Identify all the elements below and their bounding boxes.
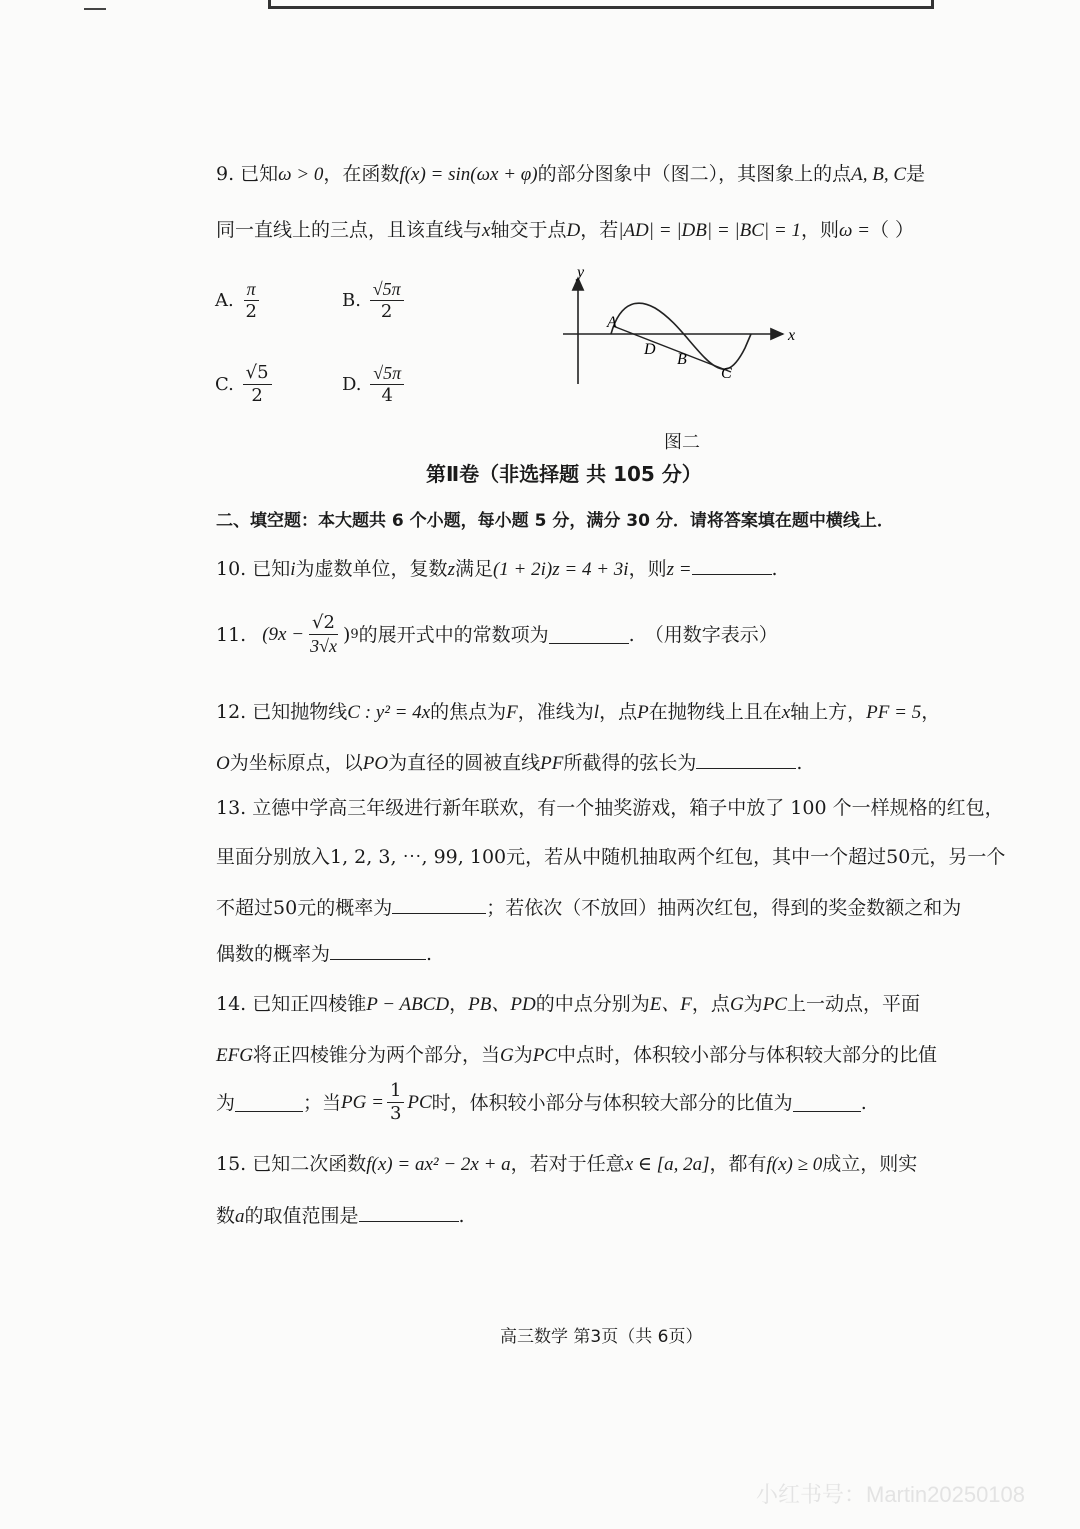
figure-label-y: y (577, 264, 585, 281)
q9-line2: 同一直线上的三点，且该直线与x轴交于点D，若|AD| = |DB| = |BC| = 1，则ω =（ ） (216, 219, 915, 241)
q14-line2: EFG将正四棱锥分为两个部分，当G为PC中点时，体积较小部分与体积较大部分的比值 (216, 1044, 937, 1066)
q14-answer-blank-1[interactable] (235, 1093, 303, 1112)
section2-heading: 二、填空题：本大题共 6 个小题，每小题 5 分，满分 30 分．请将答案填在题中横线上． (216, 511, 894, 531)
q14-answer-blank-2[interactable] (793, 1093, 861, 1112)
q13-answer-blank-1[interactable] (392, 895, 486, 914)
option-a-fraction: $\frac{\pi}{2}$ (245, 279, 257, 322)
q14-fraction: $\frac{1}{3}$ (387, 1080, 404, 1125)
q15-line2: 数a的取值范围是 . (216, 1205, 465, 1227)
q9-option-c: C. $\frac{√5}{2}$ (215, 362, 275, 407)
q9-option-d: D. $\frac{√5\pi}{4}$ (342, 362, 407, 407)
q12-answer-blank[interactable] (696, 750, 796, 769)
q13-line2: 里面分别放入1, 2, 3, ⋯, 99, 100元，若从中随机抽取两个红包，其中一个超过50元，另一个 (216, 846, 1006, 868)
option-c-fraction: $\frac{√5}{2}$ (243, 362, 272, 407)
part2-title: 第Ⅱ卷（非选择题 共 105 分） (426, 462, 702, 486)
q13-answer-blank-2[interactable] (330, 941, 426, 960)
page-footer: 高三数学 第3页（共 6页） (500, 1327, 703, 1347)
top-border-strip (268, 0, 934, 9)
q15-line1: 15. 已知二次函数f(x) = ax² − 2x + a，若对于任意x ∈ [a, 2a]，都有f(x) ≥ 0成立，则实 (216, 1153, 918, 1175)
q10-answer-blank[interactable] (692, 556, 772, 575)
watermark: 小红书号：Martin20250108 (756, 1482, 1026, 1507)
figure-caption: 图二 (664, 432, 700, 453)
figure-label-d: D (644, 341, 656, 358)
top-edge-mark (84, 8, 106, 10)
q13-line1: 13. 立德中学高三年级进行新年联欢，有一个抽奖游戏，箱子中放了 100 个一样规格的红包， (216, 797, 1004, 819)
q12-line2: O为坐标原点，以PO为直径的圆被直线PF所截得的弦长为 . (216, 752, 803, 774)
q9-option-a: A. $\frac{\pi}{2}$ (215, 278, 263, 323)
q15-answer-blank[interactable] (359, 1203, 459, 1222)
figure-label-c: C (721, 365, 732, 382)
q11-fraction: $\frac{√2}{3√x}$ (310, 612, 337, 656)
figure-line-abc (613, 326, 731, 372)
q14-line3: 为 ；当 PG = $\frac{1}{3}$ PC 时，体积较小部分与体积较大部分的比值为 . (216, 1080, 867, 1124)
q14-line1: 14. 已知正四棱锥P − ABCD，PB、PD的中点分别为E、F，点G为PC上一动点，平面 (216, 993, 920, 1015)
figure-label-b: B (677, 351, 687, 368)
q9-line1: 9. 已知ω > 0，在函数f(x) = sin(ωx + φ)的部分图象中（图二），其图象上的点A, B, C是 (216, 163, 926, 185)
option-d-fraction: $\frac{√5\pi}{4}$ (370, 362, 404, 407)
q9-option-b: B. $\frac{√5\pi}{2}$ (342, 278, 407, 323)
option-b-fraction: $\frac{√5\pi}{2}$ (370, 278, 404, 323)
q13-line3: 不超过50元的概率为 ；若依次（不放回）抽两次红包，得到的奖金数额之和为 (216, 897, 962, 919)
figure-label-x: x (788, 327, 796, 344)
q11-line: 11. (9x − $\frac{√2}{3√x}$ ) 9 的展开式中的常数项为 . （用数字表示） (216, 612, 778, 656)
q11-answer-blank[interactable] (549, 625, 629, 644)
q10-line: 10. 已知i为虚数单位，复数z满足(1 + 2i)z = 4 + 3i，则z = . (216, 558, 778, 580)
q9-figure-sine-graph (555, 262, 815, 392)
q13-line4: 偶数的概率为 . (216, 943, 433, 965)
figure-label-a: A (607, 314, 617, 331)
q12-line1: 12. 已知抛物线C : y² = 4x的焦点为F，准线为l，点P在抛物线上且在x轴上方，PF = 5， (216, 701, 941, 723)
